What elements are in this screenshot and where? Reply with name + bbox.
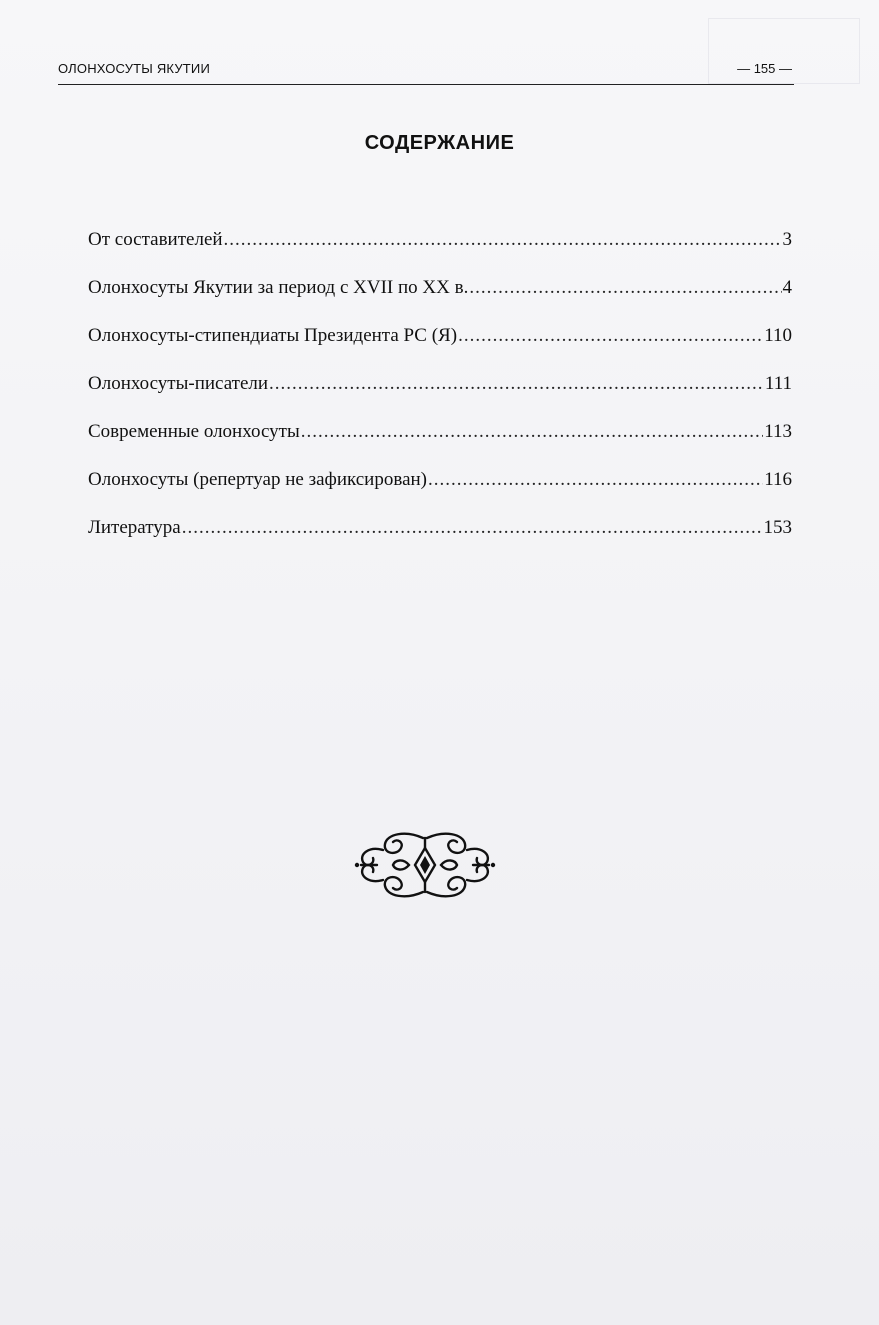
- toc-entry-page: 116: [764, 469, 792, 490]
- toc-entry-page: 110: [764, 325, 792, 346]
- toc-leader-dots: [269, 372, 764, 396]
- toc-entry-page: 111: [764, 373, 792, 394]
- toc-leader-dots: [458, 324, 763, 348]
- toc-entry-label: Современные олонхосуты: [88, 421, 300, 442]
- toc-entry: [88, 228, 792, 276]
- toc-leader-dots: [428, 468, 763, 492]
- toc-entry-label: Олонхосуты (репертуар не зафиксирован): [88, 469, 427, 490]
- toc-entry-page: 113: [764, 421, 792, 442]
- toc-entry-label: От составителей: [88, 229, 223, 250]
- toc-leader-dots: [469, 276, 781, 300]
- running-header-title: ОЛОНХОСУТЫ ЯКУТИИ: [58, 61, 211, 76]
- toc-heading: СОДЕРЖАНИЕ: [364, 132, 515, 154]
- toc-entry-page: 3: [782, 229, 792, 250]
- toc-entry: [88, 468, 792, 516]
- toc-leader-dots: [224, 228, 782, 252]
- toc-entry: [88, 372, 792, 420]
- page-number: — 155 —: [737, 61, 792, 76]
- running-header: [58, 58, 794, 85]
- ornamental-divider-icon: [353, 828, 497, 902]
- toc-entry-page: 153: [763, 517, 792, 538]
- toc-entry: [88, 516, 792, 564]
- toc-entry-label: Олонхосуты-стипендиаты Президента РС (Я): [88, 325, 458, 346]
- toc-leader-dots: [301, 420, 763, 444]
- toc-entry-page: 4: [782, 277, 792, 298]
- bleed-through-text: [0, 688, 879, 704]
- toc-entry: [88, 324, 792, 372]
- toc-entry-label: Олонхосуты Якутии за период с XVII по XX в.: [88, 277, 469, 298]
- toc-entry: [88, 276, 792, 324]
- table-of-contents: [88, 228, 792, 564]
- toc-entry: [88, 420, 792, 468]
- toc-leader-dots: [182, 516, 763, 540]
- toc-entry-label: Олонхосуты-писатели: [88, 373, 269, 394]
- toc-entry-label: Литература: [88, 517, 181, 538]
